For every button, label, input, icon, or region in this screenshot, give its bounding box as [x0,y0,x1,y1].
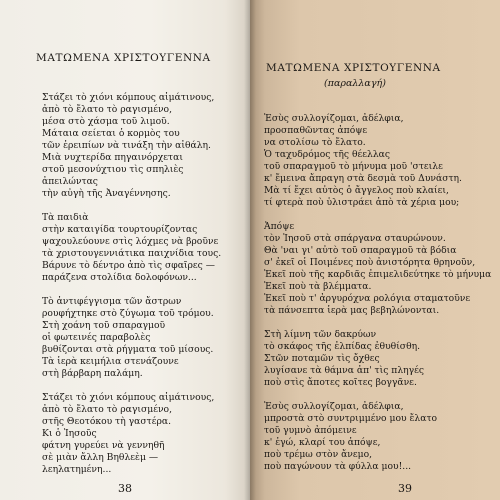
poem-line: Ἐσὺς συλλογίζομαι, ἀδέλφια, [264,113,404,124]
poem-line: στῆς Θεοτόκου τὴ γαστέρα. [42,416,171,427]
poem-line: τὰ χριστουγεννιάτικα παιχνίδια τους. [42,248,222,259]
poem-line: ποὺ παγώνουν τὰ φύλλα μου!... [264,461,412,472]
poem-line: τὰ πάνσεπτα ἱερὰ μας βεβηλώνονται. [264,305,440,316]
poem-line: μέσα στὸ χάσμα τοῦ λιμοῦ. [42,116,170,127]
poem-line: οἱ φωτεινές παραβολὲς [42,332,151,343]
poem-line: Στῶν ποταμῶν τὶς ὄχθες [264,353,380,364]
poem-line: βυθίζονται στὰ ρήγματα τοῦ μίσους. [42,344,214,355]
right-page-title: ΜΑΤΩΜΕΝΑ ΧΡΙΣΤΟΥΓΕΝΝΑ [266,62,441,74]
poem-line: ρουφήχτηκε στὸ ζύγωμα τοῦ τρόμου. [42,308,214,319]
poem-line: προσπαθῶντας ἀπόψε [264,125,368,136]
poem-line: Μάταια σείεται ὁ κορμὸς του [42,128,180,139]
poem-line: Τὰ ἱερὰ κειμήλια στενάζουνε [42,356,179,367]
poem-line: ποὺ στὶς ἄποτες κοῖτες βογγᾶνε. [264,377,417,388]
page-number-left: 38 [118,482,132,495]
poem-line: ἀπὸ τὸ ἔλατο τὸ ραγισμένο, [42,104,172,115]
poem-line: ἀπὸ τὸ ἔλατο τὸ ραγισμένο, [42,404,172,415]
poem-line: Θὰ 'ναι γι' αὐτὸ τοῦ σπαραγμοῦ τὰ βόδια [264,245,457,256]
poem-line: Ὁ ταχυδρόμος τῆς θέελλας [264,149,390,160]
poem-line: Κι ὁ Ἰησοῦς [42,428,97,439]
right-page [250,0,500,500]
book-gutter [244,0,256,500]
poem-line: στὴ βάρβαρη παλάμη. [42,368,143,379]
poem-line: μπροστὰ στὸ συντριμμένο μου ἔλατο [264,413,438,424]
poem-line: τῶν ἐρειπίων νὰ τινάξη τὴν αἰθάλη. [42,140,211,151]
poem-line: Ἐκεῖ ποὺ τὰ βλέμματα. [264,281,372,292]
poem-line: Στάζει τὸ χιόνι κόμπους αἱμάτινους, [42,92,215,103]
right-page-subtitle: (παραλλαγή) [324,78,386,89]
poem-line: σὲ μιὰν ἄλλη Βηθλεὲμ — [42,452,159,463]
poem-line: τὸν Ἰησοῦ στὰ σπάργανα σταυρώνουν. [264,233,446,244]
poem-line: φάτνη γυρεύει νὰ γεννηθῆ [42,440,165,451]
poem-line: Τὸ ἀντιφέγγισμα τῶν ἄστρων [42,296,182,307]
poem-line: τοῦ σπαραγμοῦ τὸ μήνυμα μοῦ 'στειλε [264,161,443,172]
poem-line: σ' ἐκεῖ οἱ Ποιμένες ποὺ ἀνιστόρητα θρηνοῦν, [264,257,476,268]
poem-line: κ' ἐγώ, κλαρί του ἀπόψε, [264,437,381,448]
poem-line: τοῦ γυμνὸ ἀπόμεινε [264,425,357,436]
left-page-title: ΜΑΤΩΜΕΝΑ ΧΡΙΣΤΟΥΓΕΝΝΑ [36,52,211,64]
poem-line: Ἐσὺς συλλογίζομαι, ἀδέλφια, [264,401,404,412]
poem-line: ποὺ τρέμω στὸν ἄνεμο, [264,449,373,460]
page-number-right: 39 [398,482,412,495]
poem-line: τὴν αὐγὴ τῆς Ἀναγέννησης. [42,188,171,199]
poem-line: Μιὰ νυχτερίδα πηγαινόρχεται [42,152,183,163]
poem-line: Ἐκεῖ ποὺ τῆς καρδιᾶς ἐπιμελιδεύτηκε τὸ μήνυμα [264,269,492,280]
poem-line: στὴν καταιγίδα τουρτουρίζοντας [42,224,198,235]
poem-line: Βάρυνε τὸ δέντρο ἀπὸ τὶς σφαῖρες — [42,260,215,271]
poem-line: ψαχουλεύουνε στὶς λόχμες νὰ βροῦνε [42,236,219,247]
poem-line: Στάζει τὸ χιόνι κόμπους αἱμάτινους, [42,392,215,403]
poem-line: Ἀπόψε [264,221,295,232]
poem-line: να στολίσω τὸ ἔλατο. [264,137,366,148]
poem-line: κ' ἔμεινα ἄπραγη στὰ δεσμὰ τοῦ Δυνάστη. [264,173,462,184]
poem-line: λυγίσανε τὰ θάμνα ἀπ' τὶς πληγές [264,365,425,376]
poem-line: Μὰ τί ἔχει αὐτὸς ὁ ἄγγελος ποὺ κλαίει, [264,185,449,196]
poem-line: παράζενα στολίδια δολοφόνων... [42,272,197,283]
poem-line: Στὴ χοάνη τοῦ σπαραγμοῦ [42,320,166,331]
poem-line: στοῦ μεσονύχτιου τὶς σπηλιὲς [42,164,184,175]
poem-line: τί φτερὰ ποὺ ὑλιστράει ἀπὸ τὰ χέρια μου; [264,197,460,208]
poem-line: τὸ σκάφος τῆς ἐλπίδας ἐθυθίσθη. [264,341,421,352]
poem-line: Ἐκεῖ ποὺ τ' ἀργυρόχνα ρολόγια σταματοῦνε [264,293,471,304]
poem-line: ἀπειλώντας [42,176,98,187]
poem-line: Τὰ παιδιὰ [42,212,89,223]
poem-line: Στὴ λίμνη τῶν δακρύων [264,329,377,340]
poem-line: λεηλατημένη... [42,464,112,475]
